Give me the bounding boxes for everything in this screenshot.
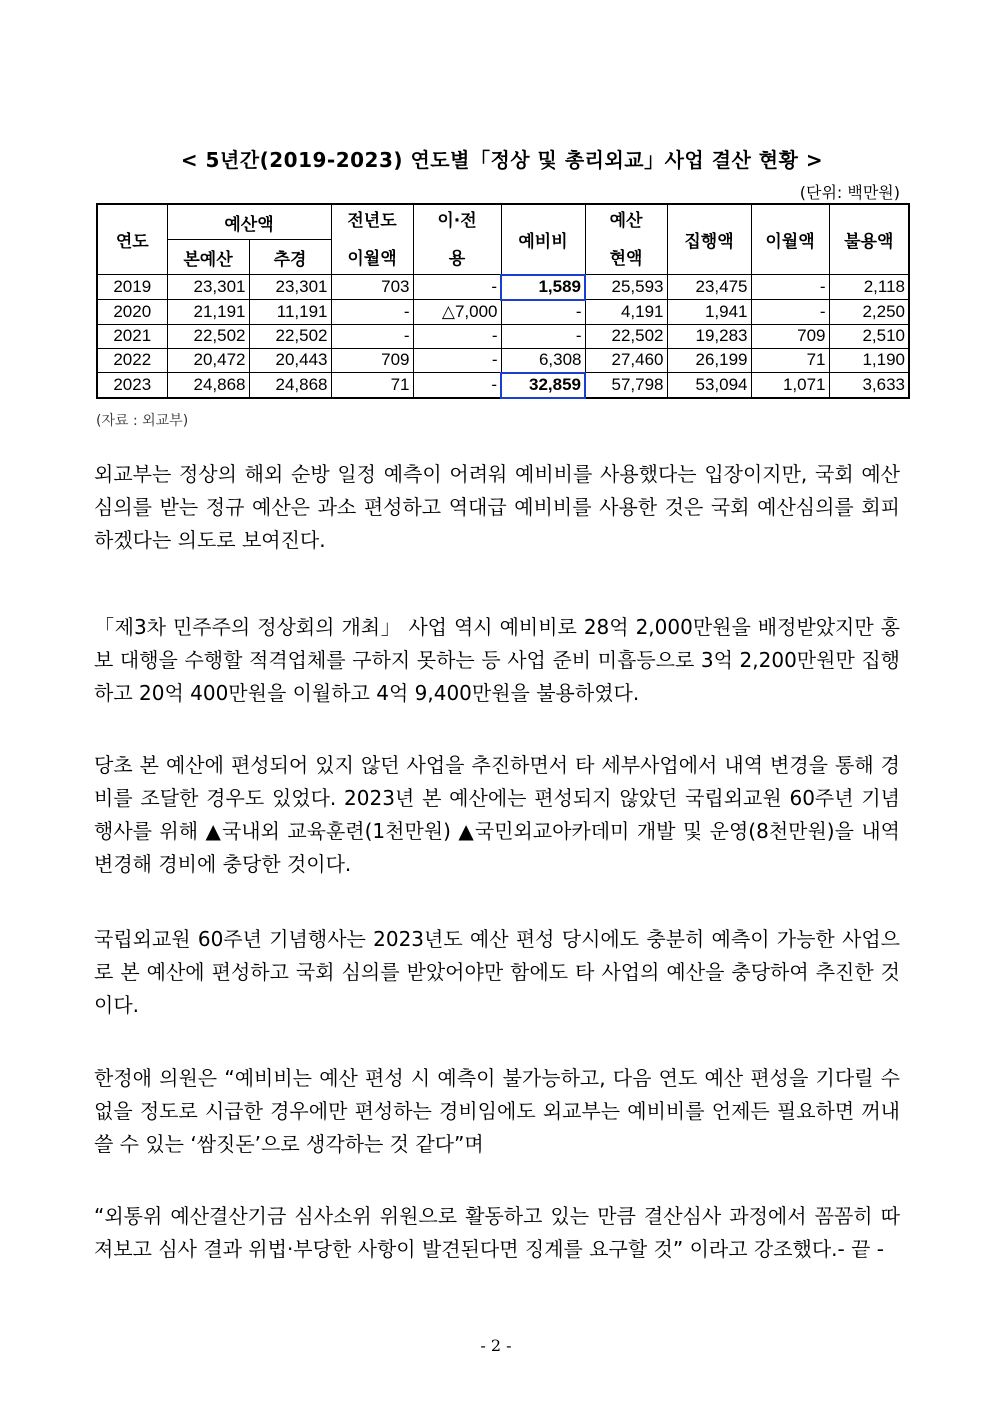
- header-executed: 집행액: [667, 204, 751, 275]
- cell-prev: -: [331, 300, 413, 325]
- header-transfer: 이·전 용: [413, 204, 501, 275]
- cell-main: 24,868: [167, 373, 249, 398]
- cell-carried: 71: [751, 348, 829, 373]
- header-current-budget: 예산 현액: [585, 204, 667, 275]
- paragraph-6: “외통위 예산결산기금 심사소위 위원으로 활동하고 있는 만큼 결산심사 과정에서 꼼꼼히 따져보고 심사 결과 위법·부당한 사항이 발견된다면 징계를 요구할 것” 이라고 강조했다.- 끝 -: [94, 1204, 900, 1261]
- cell-carried: -: [751, 300, 829, 325]
- cell-executed: 53,094: [667, 373, 751, 398]
- cell-current: 4,191: [585, 300, 667, 325]
- paragraph-2: 「제3차 민주주의 정상회의 개최」 사업 역시 예비비로 28억 2,000만원을 배정받았지만 홍보 대행을 수행할 적격업체를 구하지 못하는 등 사업 준비 미흡등으로 3억 2,200만원만 집행하고 20억 400만원을 이월하고 4억 9,400만원을 불용하였다.: [94, 615, 900, 705]
- cell-supp: 24,868: [249, 373, 331, 398]
- paragraph-3: 당초 본 예산에 편성되어 있지 않던 사업을 추진하면서 타 세부사업에서 내역 변경을 통해 경비를 조달한 경우도 있었다. 2023년 본 예산에는 편성되지 않았던 국립외교원 60주년 기념행사를 위해 ▲국내외 교육훈련(1천만원) ▲국민외교아카데미 개발 및 운영(8천만원)을 내역 변경해 경비에 충당한 것이다.: [94, 753, 900, 876]
- cell-carried: 709: [751, 324, 829, 348]
- cell-unused: 2,250: [829, 300, 909, 325]
- cell-executed: 23,475: [667, 275, 751, 300]
- cell-unused: 2,118: [829, 275, 909, 300]
- cell-unused: 1,190: [829, 348, 909, 373]
- cell-year: 2020: [97, 300, 167, 325]
- cell-supp: 23,301: [249, 275, 331, 300]
- cell-unused: 2,510: [829, 324, 909, 348]
- cell-year: 2023: [97, 373, 167, 398]
- cell-executed: 1,941: [667, 300, 751, 325]
- cell-reserve: 6,308: [501, 348, 585, 373]
- cell-current: 27,460: [585, 348, 667, 373]
- table-row: [97, 373, 909, 398]
- cell-main: 20,472: [167, 348, 249, 373]
- table-row: [97, 324, 909, 348]
- cell-transfer: -: [413, 324, 501, 348]
- header-budget: 예산액: [167, 204, 331, 240]
- cell-executed: 19,283: [667, 324, 751, 348]
- header-carried: 이월액: [751, 204, 829, 275]
- cell-current: 25,593: [585, 275, 667, 300]
- cell-transfer: -: [413, 275, 501, 300]
- cell-prev: -: [331, 324, 413, 348]
- budget-table: [96, 203, 910, 399]
- cell-prev: 709: [331, 348, 413, 373]
- cell-unused: 3,633: [829, 373, 909, 398]
- cell-main: 23,301: [167, 275, 249, 300]
- cell-reserve: -: [501, 300, 585, 325]
- cell-transfer: △7,000: [413, 300, 501, 325]
- cell-transfer: -: [413, 348, 501, 373]
- page-number: - 2 -: [480, 1336, 512, 1355]
- cell-supp: 11,191: [249, 300, 331, 325]
- cell-supp: 22,502: [249, 324, 331, 348]
- table-title: < 5년간(2019-2023) 연도별「정상 및 총리외교」사업 결산 현황 >: [180, 148, 824, 172]
- cell-main: 21,191: [167, 300, 249, 325]
- cell-reserve-highlighted: 32,859: [501, 373, 585, 398]
- paragraph-5: 한정애 의원은 “예비비는 예산 편성 시 예측이 불가능하고, 다음 연도 예산 편성을 기다릴 수 없을 정도로 시급한 경우에만 편성하는 경비임에도 외교부는 예비비를 언제든 필요하면 꺼내 쓸 수 있는 ‘쌈짓돈’으로 생각하는 것 같다”며: [94, 1066, 900, 1156]
- cell-current: 22,502: [585, 324, 667, 348]
- cell-carried: -: [751, 275, 829, 300]
- cell-year: 2021: [97, 324, 167, 348]
- table-row: [97, 348, 909, 373]
- cell-executed: 26,199: [667, 348, 751, 373]
- paragraph-1: 외교부는 정상의 해외 순방 일정 예측이 어려워 예비비를 사용했다는 입장이지만, 국회 예산심의를 받는 정규 예산은 과소 편성하고 역대급 예비비를 사용한 것은 국회 예산심의를 회피하겠다는 의도로 보여진다.: [94, 462, 900, 552]
- cell-year: 2022: [97, 348, 167, 373]
- table-row: [97, 275, 909, 300]
- cell-prev: 703: [331, 275, 413, 300]
- source-note: (자료 : 외교부): [96, 413, 189, 429]
- cell-reserve-highlighted: 1,589: [501, 275, 585, 300]
- header-supplementary: 추경: [249, 240, 331, 275]
- cell-year: 2019: [97, 275, 167, 300]
- cell-transfer: -: [413, 373, 501, 398]
- table-row: [97, 300, 909, 325]
- paragraph-4: 국립외교원 60주년 기념행사는 2023년도 예산 편성 당시에도 충분히 예측이 가능한 사업으로 본 예산에 편성하고 국회 심의를 받았어야만 함에도 타 사업의 예산을 충당하여 추진한 것이다.: [94, 927, 900, 1017]
- cell-reserve: -: [501, 324, 585, 348]
- header-main-budget: 본예산: [167, 240, 249, 275]
- header-unused: 불용액: [829, 204, 909, 275]
- unit-label: (단위: 백만원): [799, 183, 900, 202]
- cell-current: 57,798: [585, 373, 667, 398]
- header-reserve: 예비비: [501, 204, 585, 275]
- cell-supp: 20,443: [249, 348, 331, 373]
- header-prev-carryover: 전년도 이월액: [331, 204, 413, 275]
- cell-carried: 1,071: [751, 373, 829, 398]
- header-year: 연도: [97, 204, 167, 275]
- cell-prev: 71: [331, 373, 413, 398]
- cell-main: 22,502: [167, 324, 249, 348]
